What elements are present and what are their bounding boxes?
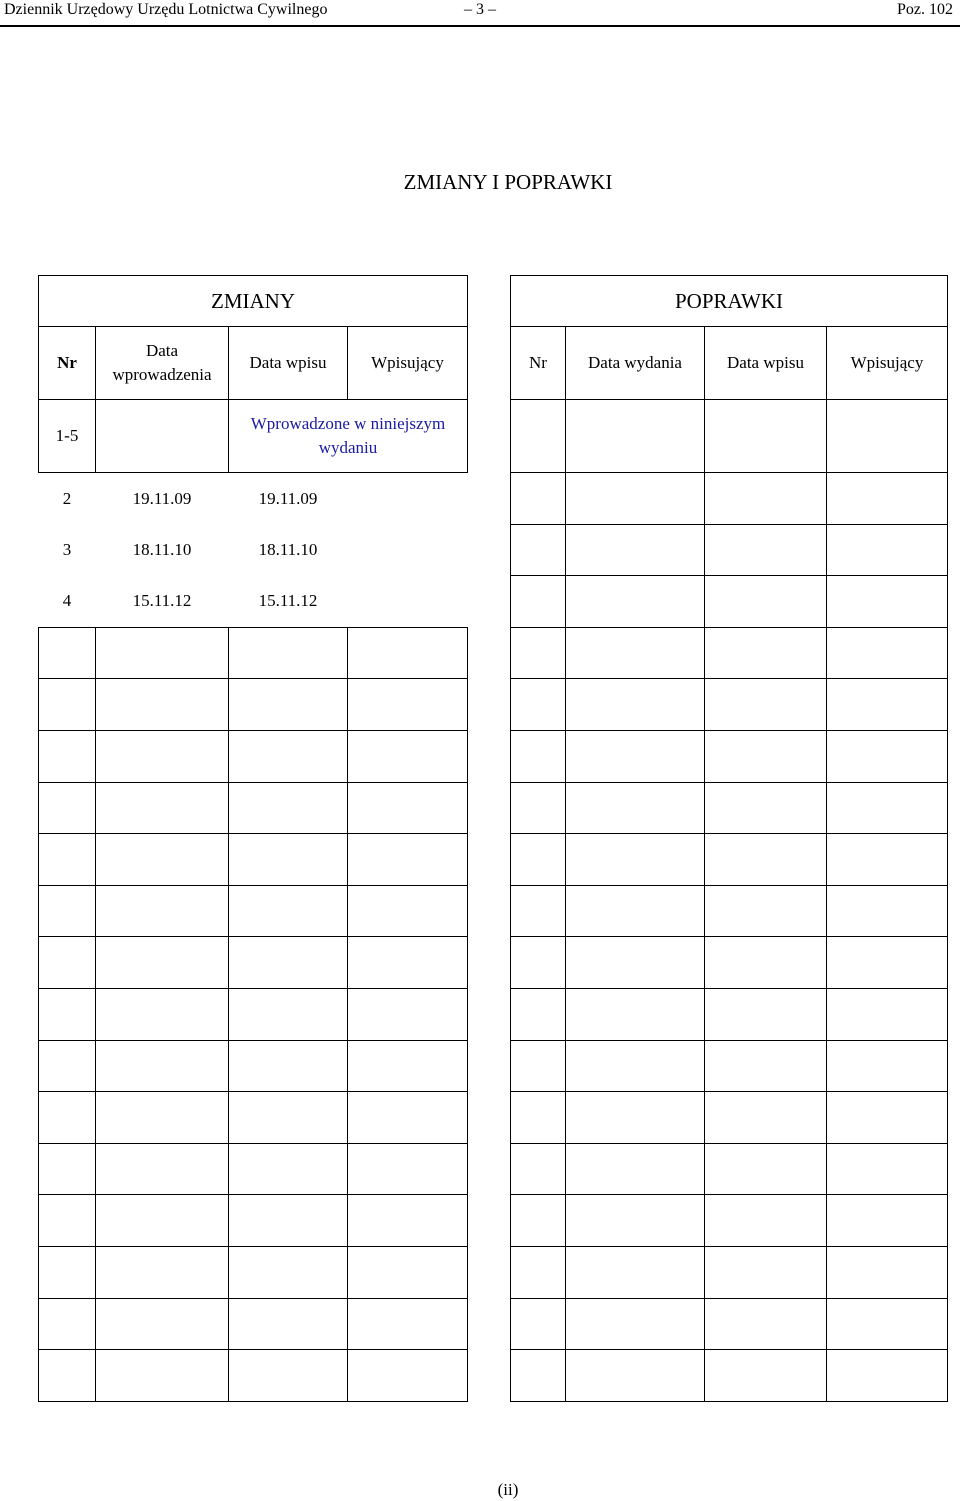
poprawki-empty-cell xyxy=(511,988,566,1040)
poprawki-empty-cell xyxy=(566,1350,705,1402)
poprawki-cell xyxy=(511,400,566,473)
poprawki-col-nr: Nr xyxy=(511,327,566,400)
poprawki-empty-cell xyxy=(566,679,705,731)
zmiany-empty-cell xyxy=(229,834,348,886)
zmiany-empty-cell xyxy=(96,937,229,989)
poprawki-empty-cell xyxy=(566,988,705,1040)
poprawki-cell xyxy=(827,400,948,473)
poprawki-empty-cell xyxy=(566,627,705,679)
zmiany-empty-row xyxy=(39,1298,468,1350)
poprawki-empty-row xyxy=(511,782,948,834)
poprawki-empty-cell xyxy=(511,524,566,576)
poprawki-empty-row xyxy=(511,627,948,679)
zmiany-row-nr: 4 xyxy=(62,591,72,611)
zmiany-empty-row xyxy=(39,1195,468,1247)
zmiany-empty-row xyxy=(39,885,468,937)
zmiany-empty-cell xyxy=(348,937,468,989)
poprawki-empty-row xyxy=(511,524,948,576)
zmiany-empty-cell xyxy=(39,730,96,782)
poprawki-empty-cell xyxy=(827,834,948,886)
zmiany-empty-cell xyxy=(348,834,468,886)
zmiany-empty-cell xyxy=(229,1246,348,1298)
zmiany-empty-cell xyxy=(96,1195,229,1247)
zmiany-empty-cell xyxy=(348,679,468,731)
zmiany-empty-row xyxy=(39,1040,468,1092)
poprawki-empty-cell xyxy=(511,1143,566,1195)
zmiany-empty-cell xyxy=(229,885,348,937)
poprawki-empty-cell xyxy=(827,1195,948,1247)
poprawki-empty-row xyxy=(511,679,948,731)
zmiany-row-nr: 2 xyxy=(62,488,72,508)
header-rule xyxy=(0,25,960,27)
poprawki-empty-cell xyxy=(705,885,827,937)
zmiany-empty-cell xyxy=(229,1298,348,1350)
poprawki-empty-cell xyxy=(705,1246,827,1298)
poprawki-empty-cell xyxy=(566,524,705,576)
poprawki-empty-row xyxy=(511,730,948,782)
poprawki-empty-cell xyxy=(511,730,566,782)
zmiany-empty-cell xyxy=(229,1350,348,1402)
poprawki-empty-cell xyxy=(566,1092,705,1144)
poprawki-empty-cell xyxy=(511,834,566,886)
poprawki-empty-cell xyxy=(566,576,705,628)
poprawki-empty-cell xyxy=(566,473,705,525)
zmiany-col-data-wpisu: Data wpisu xyxy=(229,327,348,400)
poprawki-empty-cell xyxy=(511,937,566,989)
poprawki-empty-cell xyxy=(827,1350,948,1402)
poprawki-empty-cell xyxy=(705,988,827,1040)
poprawki-empty-row xyxy=(511,1350,948,1402)
poprawki-empty-cell xyxy=(827,576,948,628)
zmiany-empty-cell xyxy=(348,1350,468,1402)
poprawki-empty-cell xyxy=(827,679,948,731)
publication-title: Dziennik Urzędowy Urzędu Lotnictwa Cywilnego xyxy=(4,1,328,18)
poprawki-empty-row xyxy=(511,937,948,989)
zmiany-row-data-wpisu: 18.11.10 xyxy=(258,539,318,559)
zmiany-empty-cell xyxy=(348,1298,468,1350)
zmiany-empty-cell xyxy=(348,730,468,782)
zmiany-empty-cell xyxy=(39,1143,96,1195)
zmiany-empty-cell xyxy=(348,1195,468,1247)
zmiany-first-nr: 1-5 xyxy=(39,400,96,473)
page-title: ZMIANY I POPRAWKI xyxy=(403,170,613,194)
poprawki-empty-cell xyxy=(566,782,705,834)
zmiany-first-note: Wprowadzone w niniejszym wydaniu xyxy=(229,400,468,473)
zmiany-empty-cell xyxy=(39,1040,96,1092)
zmiany-empty-cell xyxy=(39,885,96,937)
zmiany-col-wpisujacy: Wpisujący xyxy=(348,327,468,400)
poprawki-empty-cell xyxy=(705,834,827,886)
zmiany-empty-row xyxy=(39,1350,468,1402)
zmiany-first-date xyxy=(96,400,229,473)
zmiany-empty-cell xyxy=(96,885,229,937)
poprawki-empty-row xyxy=(511,885,948,937)
zmiany-empty-cell xyxy=(229,937,348,989)
zmiany-empty-cell xyxy=(348,885,468,937)
zmiany-empty-cell xyxy=(229,1040,348,1092)
zmiany-empty-row xyxy=(39,1092,468,1144)
zmiany-row-data-wpisu: 19.11.09 xyxy=(258,488,318,508)
poprawki-empty-cell xyxy=(511,679,566,731)
poprawki-empty-cell xyxy=(705,1092,827,1144)
zmiany-empty-cell xyxy=(348,1092,468,1144)
poprawki-empty-cell xyxy=(705,782,827,834)
poprawki-empty-row xyxy=(511,1040,948,1092)
zmiany-col-nr: Nr xyxy=(39,327,96,400)
zmiany-empty-cell xyxy=(39,1092,96,1144)
poprawki-empty-cell xyxy=(827,524,948,576)
zmiany-row-data-wprowadzenia: 15.11.12 xyxy=(132,591,192,611)
poprawki-empty-cell xyxy=(511,885,566,937)
poprawki-empty-cell xyxy=(705,679,827,731)
poprawki-empty-cell xyxy=(705,937,827,989)
zmiany-row xyxy=(39,524,468,576)
poprawki-col-data-wpisu: Data wpisu xyxy=(705,327,827,400)
poprawki-empty-cell xyxy=(827,1040,948,1092)
zmiany-row xyxy=(39,473,468,525)
poprawki-empty-cell xyxy=(827,782,948,834)
zmiany-empty-cell xyxy=(96,988,229,1040)
poprawki-empty-row xyxy=(511,834,948,886)
zmiany-empty-cell xyxy=(39,988,96,1040)
poprawki-empty-cell xyxy=(511,782,566,834)
zmiany-empty-row xyxy=(39,1143,468,1195)
poprawki-empty-row xyxy=(511,1092,948,1144)
zmiany-empty-cell xyxy=(348,988,468,1040)
zmiany-title: ZMIANY xyxy=(39,276,468,327)
zmiany-empty-cell xyxy=(96,1246,229,1298)
zmiany-empty-cell xyxy=(229,1195,348,1247)
zmiany-empty-cell xyxy=(39,1195,96,1247)
zmiany-row-wpisujacy xyxy=(348,473,468,525)
poprawki-empty-cell xyxy=(511,1246,566,1298)
poprawki-empty-cell xyxy=(511,576,566,628)
poprawki-empty-cell xyxy=(827,1092,948,1144)
poprawki-table xyxy=(510,275,948,1402)
poprawki-empty-cell xyxy=(705,473,827,525)
poprawki-empty-cell xyxy=(705,524,827,576)
zmiany-empty-cell xyxy=(39,1298,96,1350)
poprawki-empty-cell xyxy=(511,473,566,525)
zmiany-empty-cell xyxy=(96,1143,229,1195)
zmiany-empty-row xyxy=(39,834,468,886)
poprawki-empty-cell xyxy=(566,834,705,886)
zmiany-empty-cell xyxy=(348,1246,468,1298)
zmiany-empty-cell xyxy=(229,679,348,731)
zmiany-empty-cell xyxy=(96,782,229,834)
zmiany-empty-cell xyxy=(229,1143,348,1195)
poprawki-empty-cell xyxy=(705,627,827,679)
zmiany-row-wpisujacy xyxy=(348,576,468,628)
poprawki-empty-cell xyxy=(827,988,948,1040)
poprawki-empty-cell xyxy=(827,1298,948,1350)
zmiany-empty-cell xyxy=(39,679,96,731)
zmiany-row xyxy=(39,576,468,628)
zmiany-empty-row xyxy=(39,730,468,782)
page-footer: (ii) xyxy=(497,1480,519,1499)
poprawki-col-wpisujacy: Wpisujący xyxy=(827,327,948,400)
poprawki-empty-cell xyxy=(566,730,705,782)
zmiany-row-wpisujacy xyxy=(348,524,468,576)
poprawki-empty-cell xyxy=(827,885,948,937)
poprawki-empty-cell xyxy=(827,730,948,782)
poprawki-empty-cell xyxy=(566,1195,705,1247)
poprawki-empty-cell xyxy=(705,1040,827,1092)
poprawki-empty-cell xyxy=(511,1092,566,1144)
zmiany-row-nr: 3 xyxy=(62,539,72,559)
poprawki-empty-row xyxy=(511,473,948,525)
zmiany-empty-cell xyxy=(229,1092,348,1144)
zmiany-row-data-wprowadzenia: 18.11.10 xyxy=(132,539,192,559)
poprawki-empty-cell xyxy=(511,1195,566,1247)
zmiany-empty-cell xyxy=(229,988,348,1040)
zmiany-col-data-wprowadzenia: Data wprowadzenia xyxy=(96,327,229,400)
poprawki-empty-row xyxy=(511,1246,948,1298)
zmiany-empty-cell xyxy=(96,1298,229,1350)
poprawki-empty-cell xyxy=(511,627,566,679)
zmiany-empty-row xyxy=(39,1246,468,1298)
poprawki-empty-cell xyxy=(566,885,705,937)
poprawki-empty-cell xyxy=(511,1350,566,1402)
zmiany-empty-cell xyxy=(229,730,348,782)
zmiany-row-data-wpisu: 15.11.12 xyxy=(258,591,318,611)
poprawki-empty-cell xyxy=(827,1143,948,1195)
poprawki-empty-cell xyxy=(705,1143,827,1195)
poprawki-empty-cell xyxy=(566,1143,705,1195)
poprawki-empty-cell xyxy=(705,730,827,782)
zmiany-empty-cell xyxy=(229,627,348,679)
poprawki-empty-cell xyxy=(511,1040,566,1092)
zmiany-empty-cell xyxy=(348,782,468,834)
zmiany-table xyxy=(38,275,468,1402)
poprawki-title: POPRAWKI xyxy=(511,276,948,327)
poprawki-empty-row xyxy=(511,1298,948,1350)
zmiany-empty-cell xyxy=(96,1350,229,1402)
zmiany-empty-cell xyxy=(96,730,229,782)
page-number: – 3 – xyxy=(464,1,496,18)
poprawki-empty-cell xyxy=(705,1195,827,1247)
zmiany-empty-cell xyxy=(348,627,468,679)
zmiany-empty-cell xyxy=(39,937,96,989)
poprawki-empty-cell xyxy=(566,1040,705,1092)
zmiany-empty-cell xyxy=(96,834,229,886)
poprawki-cell xyxy=(566,400,705,473)
poprawki-empty-cell xyxy=(705,1298,827,1350)
zmiany-empty-cell xyxy=(96,1040,229,1092)
poprawki-empty-row xyxy=(511,1143,948,1195)
zmiany-empty-row xyxy=(39,679,468,731)
poprawki-empty-cell xyxy=(705,1350,827,1402)
zmiany-empty-cell xyxy=(348,1143,468,1195)
poprawki-empty-cell xyxy=(511,1298,566,1350)
poprawki-empty-cell xyxy=(705,576,827,628)
zmiany-row-data-wprowadzenia: 19.11.09 xyxy=(132,488,192,508)
poprawki-cell xyxy=(705,400,827,473)
poprawki-empty-cell xyxy=(827,627,948,679)
poprawki-empty-cell xyxy=(827,937,948,989)
position-number: Poz. 102 xyxy=(897,1,953,18)
zmiany-empty-cell xyxy=(39,834,96,886)
zmiany-empty-cell xyxy=(96,1092,229,1144)
poprawki-empty-row xyxy=(511,576,948,628)
zmiany-empty-row xyxy=(39,782,468,834)
poprawki-empty-cell xyxy=(827,473,948,525)
poprawki-empty-row xyxy=(511,988,948,1040)
poprawki-empty-cell xyxy=(566,937,705,989)
zmiany-empty-cell xyxy=(39,627,96,679)
zmiany-empty-cell xyxy=(39,782,96,834)
poprawki-empty-cell xyxy=(566,1246,705,1298)
zmiany-empty-cell xyxy=(348,1040,468,1092)
poprawki-empty-cell xyxy=(566,1298,705,1350)
zmiany-empty-row xyxy=(39,988,468,1040)
zmiany-empty-cell xyxy=(229,782,348,834)
zmiany-empty-cell xyxy=(39,1350,96,1402)
zmiany-empty-cell xyxy=(96,627,229,679)
poprawki-col-data-wydania: Data wydania xyxy=(566,327,705,400)
poprawki-empty-row xyxy=(511,1195,948,1247)
zmiany-empty-cell xyxy=(39,1246,96,1298)
poprawki-empty-cell xyxy=(827,1246,948,1298)
zmiany-empty-cell xyxy=(96,679,229,731)
zmiany-empty-row xyxy=(39,937,468,989)
zmiany-empty-row xyxy=(39,627,468,679)
